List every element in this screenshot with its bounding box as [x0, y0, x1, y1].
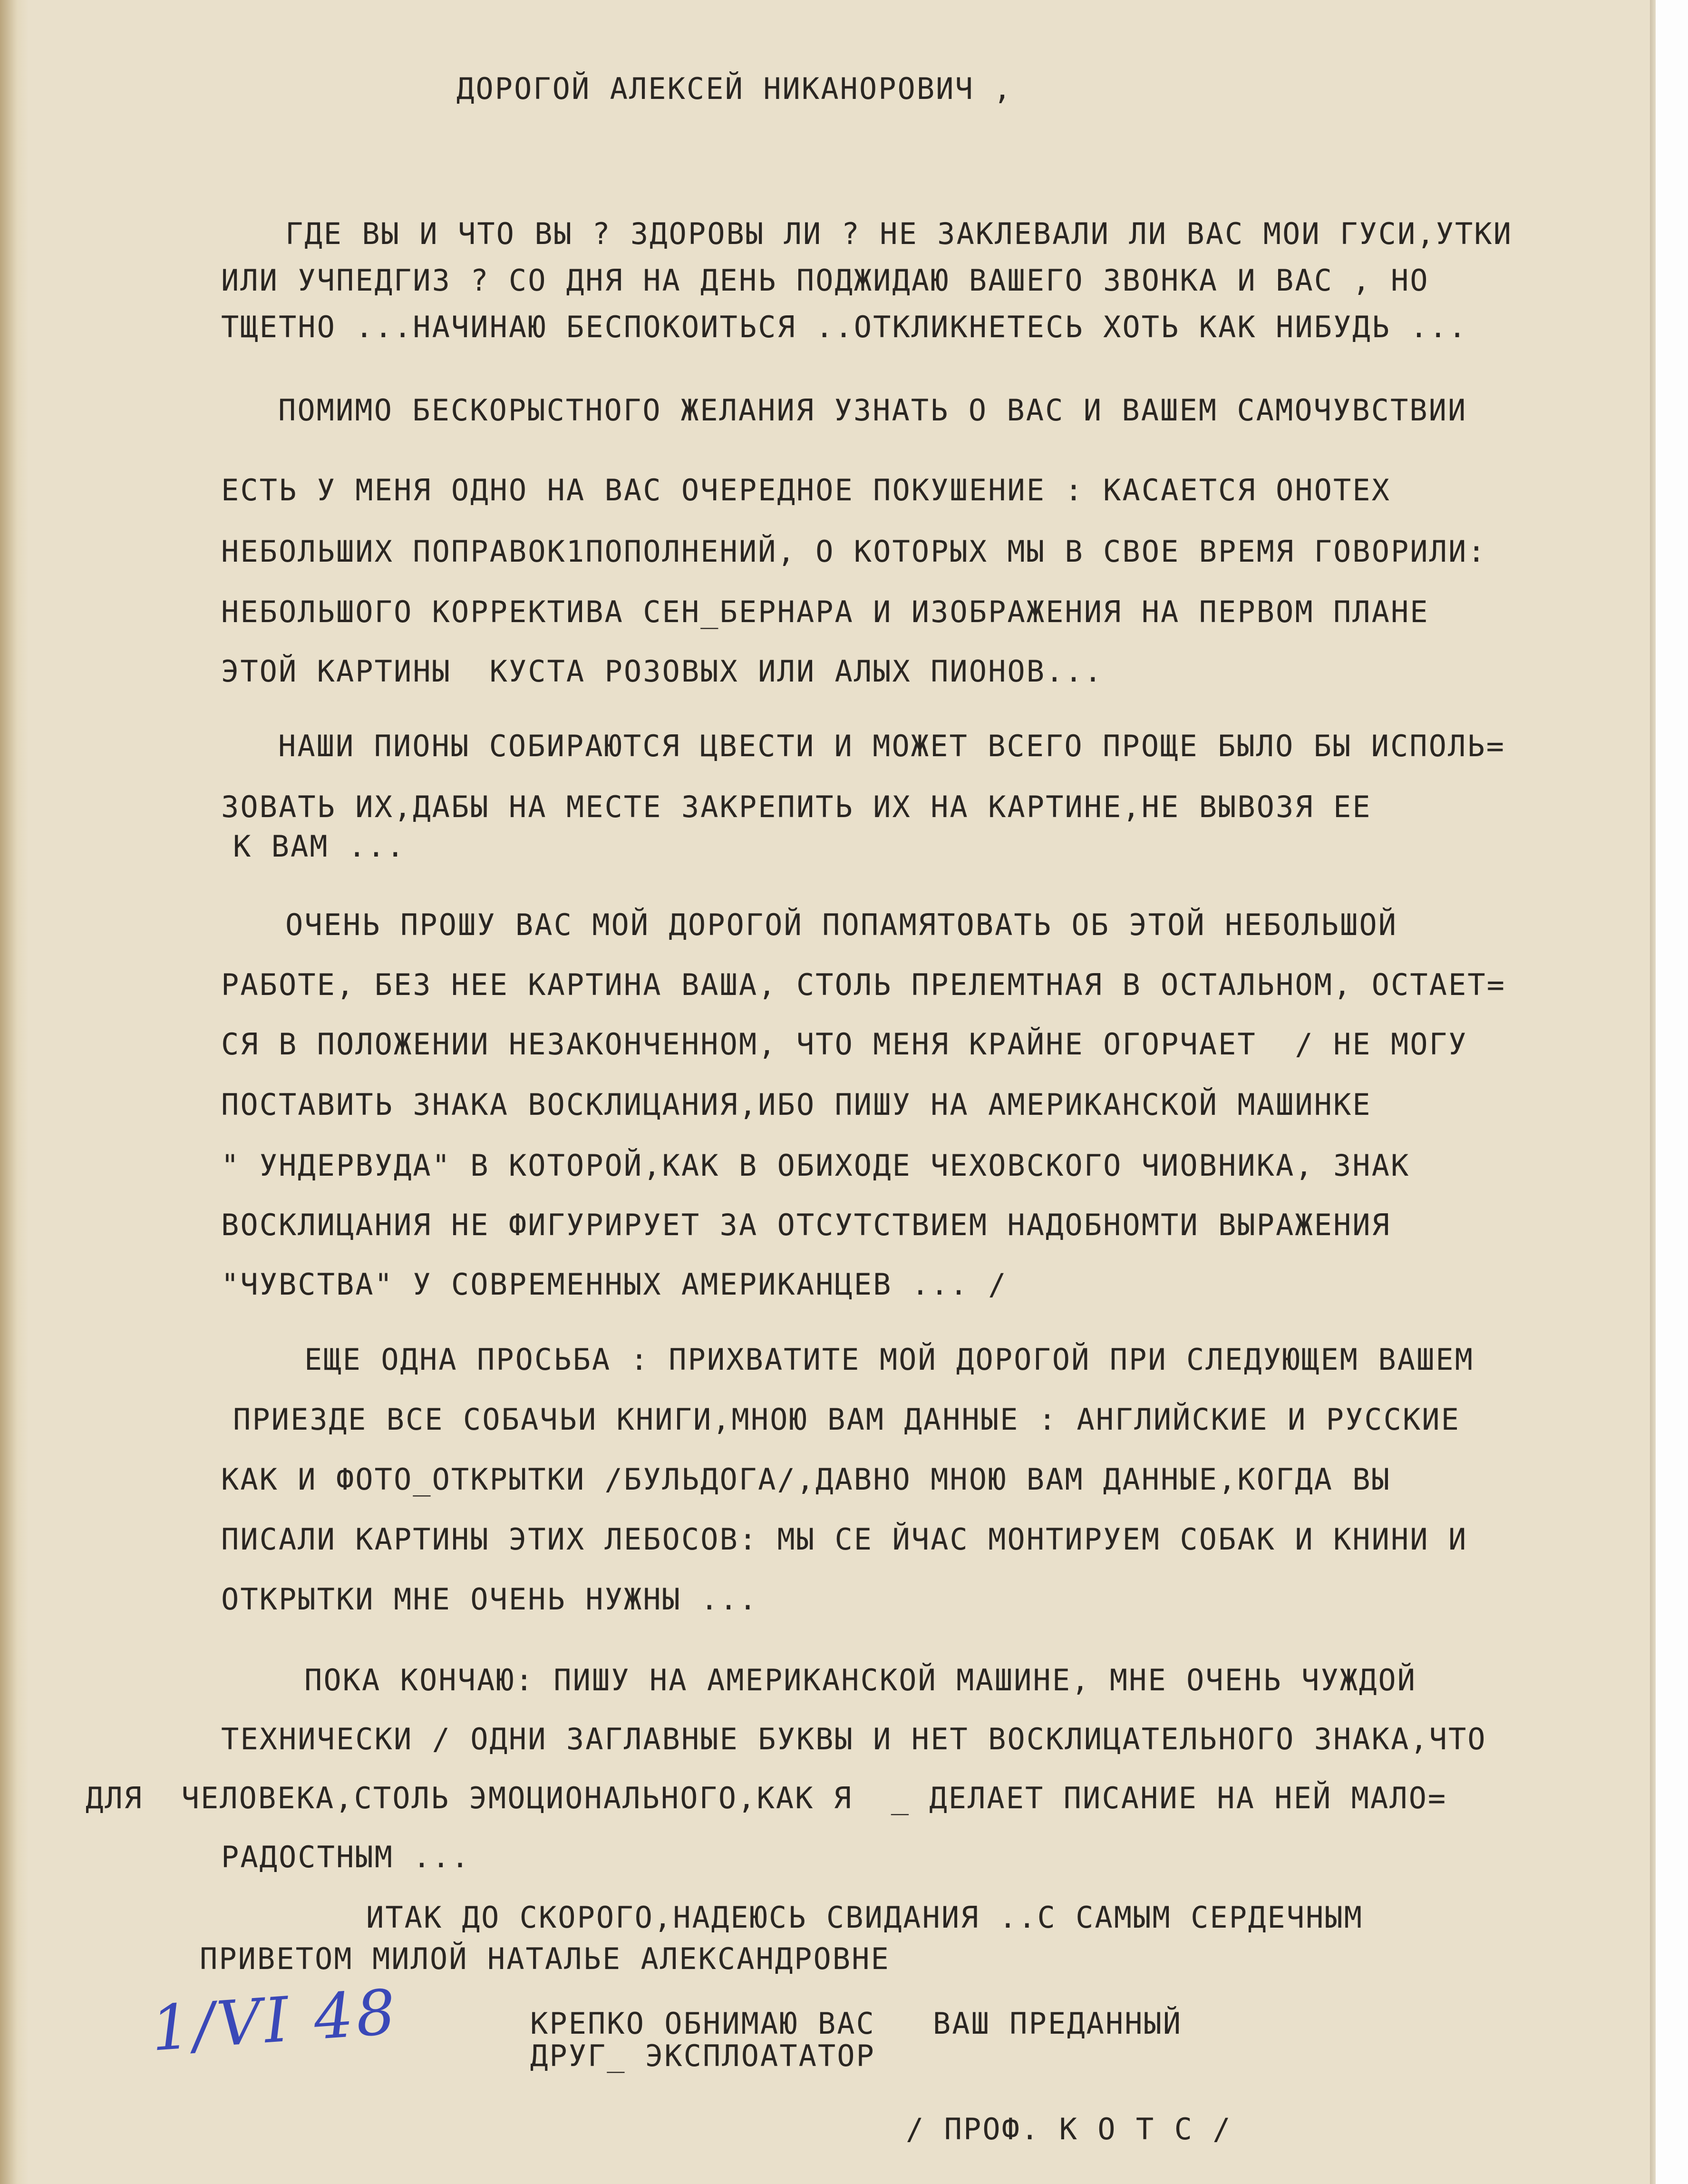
- closing-line: КРЕПКО ОБНИМАЮ ВАС ВАШ ПРЕДАННЫЙ: [530, 2006, 1183, 2041]
- text-line: ЕЩЕ ОДНА ПРОСЬБА : ПРИХВАТИТЕ МОЙ ДОРОГОЙ ПРИ СЛЕДУЮЩЕМ ВАШЕМ: [304, 1342, 1474, 1377]
- background-margin: [1656, 0, 1688, 2184]
- text-line: ОТКРЫТКИ МНЕ ОЧЕНЬ НУЖНЫ ...: [221, 1582, 758, 1617]
- text-line: СЯ В ПОЛОЖЕНИИ НЕЗАКОНЧЕННОМ, ЧТО МЕНЯ КРАЙНЕ ОГОРЧАЕТ / НЕ МОГУ: [221, 1027, 1468, 1062]
- closing-signoff: ДРУГ_ ЭКСПЛОАТАТОР: [530, 2038, 875, 2073]
- text-line: ДЛЯ ЧЕЛОВЕКА,СТОЛЬ ЭМОЦИОНАЛЬНОГО,КАК Я _ ДЕЛАЕТ ПИСАНИЕ НА НЕЙ МАЛО=: [86, 1781, 1447, 1815]
- text-line: ЭТОЙ КАРТИНЫ КУСТА РОЗОВЫХ ИЛИ АЛЫХ ПИОНОВ...: [221, 654, 1104, 689]
- signature: / ПРОФ. К О Т С /: [906, 2112, 1232, 2146]
- text-line: К ВАМ ...: [233, 829, 406, 864]
- text-line: ПОМИМО БЕСКОРЫСТНОГО ЖЕЛАНИЯ УЗНАТЬ О ВАС И ВАШЕМ САМОЧУВСТВИИ: [278, 393, 1467, 428]
- text-line: КАК И ФОТО_ОТКРЫТКИ /БУЛЬДОГА/,ДАВНО МНОЮ ВАМ ДАННЫЕ,КОГДА ВЫ: [221, 1462, 1391, 1497]
- text-line: ПРИВЕТОМ МИЛОЙ НАТАЛЬЕ АЛЕКСАНДРОВНЕ: [200, 1941, 890, 1976]
- handwritten-date: 1/VI 48: [148, 1975, 401, 2065]
- text-line: " УНДЕРВУДА" В КОТОРОЙ,КАК В ОБИХОДЕ ЧЕХОВСКОГО ЧИОВНИКА, ЗНАК: [221, 1148, 1410, 1183]
- text-line: "ЧУВСТВА" У СОВРЕМЕННЫХ АМЕРИКАНЦЕВ ... /: [221, 1267, 1008, 1302]
- text-line: НЕБОЛЬШОГО КОРРЕКТИВА СЕН_БЕРНАРА И ИЗОБРАЖЕНИЯ НА ПЕРВОМ ПЛАНЕ: [221, 595, 1429, 629]
- text-line: ТЕХНИЧЕСКИ / ОДНИ ЗАГЛАВНЫЕ БУКВЫ И НЕТ ВОСКЛИЦАТЕЛЬНОГО ЗНАКА,ЧТО: [221, 1722, 1487, 1756]
- text-line: ИТАК ДО СКОРОГО,НАДЕЮСЬ СВИДАНИЯ ..С САМЫМ СЕРДЕЧНЫМ: [366, 1900, 1364, 1935]
- paper-edge-toning: [0, 0, 29, 2184]
- text-line: РАБОТЕ, БЕЗ НЕЕ КАРТИНА ВАША, СТОЛЬ ПРЕЛЕМТНАЯ В ОСТАЛЬНОМ, ОСТАЕТ=: [221, 967, 1506, 1002]
- text-line: РАДОСТНЫМ ...: [221, 1840, 471, 1874]
- text-line: ЗОВАТЬ ИХ,ДАБЫ НА МЕСТЕ ЗАКРЕПИТЬ ИХ НА КАРТИНЕ,НЕ ВЫВОЗЯ ЕЕ: [221, 790, 1372, 824]
- text-line: ВОСКЛИЦАНИЯ НЕ ФИГУРИРУЕТ ЗА ОТСУТСТВИЕМ НАДОБНОМТИ ВЫРАЖЕНИЯ: [221, 1208, 1391, 1242]
- text-line: НАШИ ПИОНЫ СОБИРАЮТСЯ ЦВЕСТИ И МОЖЕТ ВСЕГО ПРОЩЕ БЫЛО БЫ ИСПОЛЬ=: [278, 729, 1505, 763]
- text-line: ТЩЕТНО ...НАЧИНАЮ БЕСПОКОИТЬСЯ ..ОТКЛИКНЕТЕСЬ ХОТЬ КАК НИБУДЬ ...: [221, 310, 1468, 344]
- text-line: ПОКА КОНЧАЮ: ПИШУ НА АМЕРИКАНСКОЙ МАШИНЕ, МНЕ ОЧЕНЬ ЧУЖДОЙ: [304, 1663, 1416, 1697]
- text-line: НЕБОЛЬШИХ ПОПРАВОК1ПОПОЛНЕНИЙ, О КОТОРЫХ МЫ В СВОЕ ВРЕМЯ ГОВОРИЛИ:: [221, 534, 1487, 569]
- salutation: ДОРОГОЙ АЛЕКСЕЙ НИКАНОРОВИЧ ,: [456, 71, 1013, 106]
- text-line: ПИСАЛИ КАРТИНЫ ЭТИХ ЛЕБОСОВ: МЫ СЕ ЙЧАС МОНТИРУЕМ СОБАК И КНИНИ И: [221, 1522, 1468, 1557]
- text-line: ГДЕ ВЫ И ЧТО ВЫ ? ЗДОРОВЫ ЛИ ? НЕ ЗАКЛЕВАЛИ ЛИ ВАС МОИ ГУСИ,УТКИ: [285, 216, 1513, 251]
- text-line: ИЛИ УЧПЕДГИЗ ? СО ДНЯ НА ДЕНЬ ПОДЖИДАЮ ВАШЕГО ЗВОНКА И ВАС , НО: [221, 263, 1429, 298]
- text-line: ЕСТЬ У МЕНЯ ОДНО НА ВАС ОЧЕРЕДНОЕ ПОКУШЕНИЕ : КАСАЕТСЯ ОНОТЕХ: [221, 473, 1391, 507]
- text-line: ПРИЕЗДЕ ВСЕ СОБАЧЬИ КНИГИ,МНОЮ ВАМ ДАННЫЕ : АНГЛИЙСКИЕ И РУССКИЕ: [233, 1402, 1460, 1437]
- text-line: ОЧЕНЬ ПРОШУ ВАС МОЙ ДОРОГОЙ ПОПАМЯТОВАТЬ ОБ ЭТОЙ НЕБОЛЬШОЙ: [285, 907, 1397, 942]
- text-line: ПОСТАВИТЬ ЗНАКА ВОСКЛИЦАНИЯ,ИБО ПИШУ НА АМЕРИКАНСКОЙ МАШИНКЕ: [221, 1087, 1372, 1122]
